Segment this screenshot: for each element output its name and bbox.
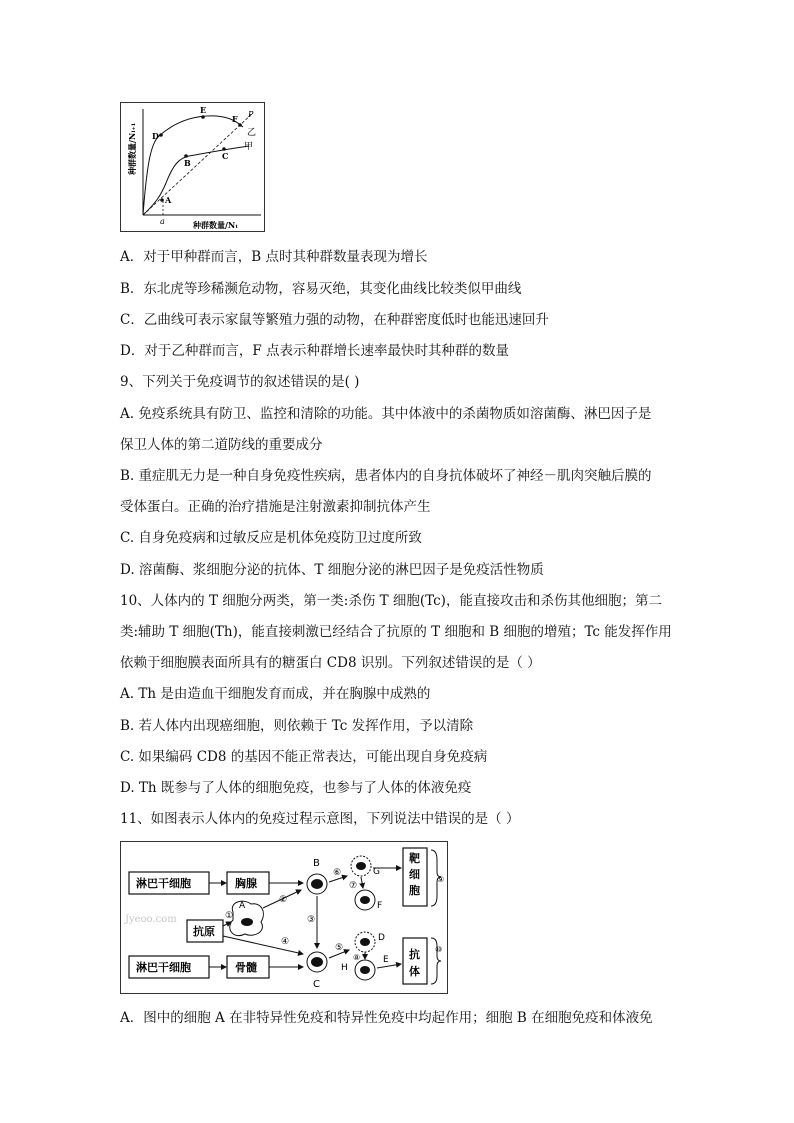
text-lymph-stem-top: 淋巴干细胞 (136, 877, 191, 890)
label-e: E (383, 955, 389, 965)
label-d: D (152, 131, 159, 141)
population-graph-svg (121, 103, 264, 231)
label-cell-c: C (313, 979, 320, 990)
curve-jia (143, 146, 249, 215)
text-target-1: 靶 (409, 852, 420, 865)
num-3: ③ (307, 915, 316, 925)
population-graph (120, 102, 265, 232)
q9-option-b-line1: B. 重症肌无力是一种自身免疫性疾病，患者体内的自身抗体破坏了神经－肌肉突触后膜的 (120, 468, 652, 484)
cell-plasma-nucleus (360, 966, 370, 974)
label-e: E (200, 105, 207, 115)
text-target-3: 胞 (409, 884, 420, 897)
num-7: ⑦ (349, 881, 358, 891)
label-f: F (232, 114, 238, 124)
text-target-2: 细 (409, 868, 420, 881)
q10-option-a: A. Th 是由造血干细胞发育而成，并在胸腺中成熟的 (120, 686, 431, 702)
x-axis-label: 种群数量/Nₜ (193, 220, 239, 230)
q9-stem: 9、下列关于免疫调节的叙述错误的是( ) (120, 374, 360, 390)
num-10: ⑩ (435, 945, 443, 954)
q8-option-d: D．对于乙种群而言，F 点表示种群增长速率最快时其种群的数量 (120, 343, 509, 359)
label-p: P (248, 110, 254, 119)
q10-stem-line2: 类:辅助 T 细胞(Th)，能直接刺激已经结合了抗原的 T 细胞和 B 细胞的增殖；Tc 能发挥作用 (120, 624, 672, 640)
cell-b-nucleus (311, 879, 323, 889)
arrow-7 (361, 877, 363, 888)
num-8: ⑧ (353, 953, 361, 962)
q8-option-a: A．对于甲种群而言，B 点时其种群数量表现为增长 (120, 249, 428, 265)
q11-option-a: A．图中的细胞 A 在非特异性免疫和特异性免疫中均起作用；细胞 B 在细胞免疫和体液免 (120, 1010, 653, 1026)
cell-c-nucleus (311, 957, 323, 967)
label-a: A (165, 195, 172, 205)
x-tick-a: a (160, 217, 165, 226)
q9-option-a-line1: A. 免疫系统具有防卫、监控和清除的功能。其中体液中的杀菌物质如溶菌酶、淋巴因子是 (120, 406, 652, 422)
num-5: ⑤ (335, 943, 344, 953)
immune-process-diagram (120, 841, 448, 994)
q10-stem-line1: 10、人体内的 T 细胞分两类，第一类:杀伤 T 细胞(Tc)，能直接攻击和杀伤其他细胞；第二 (120, 593, 662, 609)
arrow-4 (223, 936, 303, 954)
cell-a-nucleus (241, 918, 253, 926)
q10-option-b: B. 若人体内出现癌细胞，则依赖于 Tc 发挥作用，予以清除 (120, 718, 474, 734)
p-line (143, 113, 253, 215)
label-b: B (184, 158, 191, 168)
q9-option-b-line2: 受体蛋白。正确的治疗措施是注射激素抑制抗体产生 (120, 499, 431, 515)
q8-option-b: B．东北虎等珍稀濒危动物，容易灭绝，其变化曲线比较类似甲曲线 (120, 281, 522, 297)
num-1: ① (225, 911, 234, 921)
label-c: C (222, 151, 229, 161)
label-cell-b: B (313, 858, 320, 869)
label-cell-g: G (373, 867, 380, 877)
q11-stem: 11、如图表示人体内的免疫过程示意图，下列说法中错误的是（ ） (120, 811, 520, 827)
q8-option-c: C．乙曲线可表示家鼠等繁殖力强的动物，在种群密度低时也能迅速回升 (120, 312, 549, 328)
q9-option-d: D. 溶菌酶、浆细胞分泌的抗体、T 细胞分泌的淋巴因子是免疫活性物质 (120, 562, 544, 578)
text-antibody-2: 体 (409, 965, 420, 978)
label-cell-d: D (378, 933, 385, 943)
point-a (160, 198, 164, 202)
point-d (159, 133, 163, 137)
point-e (201, 115, 205, 119)
cell-d-nucleus (360, 938, 370, 946)
cell-g-nucleus (356, 862, 366, 870)
watermark: Jyeoo.com (125, 914, 177, 925)
label-cell-f: F (377, 901, 383, 911)
num-2: ② (279, 895, 288, 905)
num-4: ④ (281, 937, 290, 947)
label-cell-h: H (341, 963, 348, 973)
arrow-e-antibody (377, 964, 401, 968)
q10-option-c: C. 如果编码 CD8 的基因不能正常表达，可能出现自身免疫病 (120, 749, 488, 765)
text-lymph-stem-bottom: 淋巴干细胞 (136, 961, 191, 974)
immune-diagram-svg (121, 842, 447, 993)
q10-option-d: D. Th 既参与了人体的细胞免疫，也参与了人体的体液免疫 (120, 780, 472, 796)
label-jia: 甲 (244, 142, 254, 152)
q10-stem-line3: 依赖于细胞膜表面所具有的糖蛋白 CD8 识别。下列叙述错误的是（ ） (120, 655, 541, 671)
q9-option-a-line2: 保卫人体的第二道防线的重要成分 (120, 437, 323, 453)
num-9: ⑨ (437, 875, 445, 884)
num-6: ⑥ (333, 868, 342, 878)
point-f (238, 123, 242, 127)
text-marrow: 骨髓 (235, 961, 257, 974)
text-antibody-1: 抗 (409, 948, 420, 961)
q9-option-c: C. 自身免疫病和过敏反应是机体免疫防卫过度所致 (120, 530, 422, 546)
y-axis-label: 种群数量/Nₗ₊₁ (127, 122, 137, 175)
label-cell-a: A (239, 901, 246, 911)
text-thymus: 胸腺 (235, 877, 257, 890)
label-yi: 乙 (247, 128, 257, 138)
text-antigen: 抗原 (193, 925, 215, 938)
cell-f-nucleus (360, 896, 370, 904)
